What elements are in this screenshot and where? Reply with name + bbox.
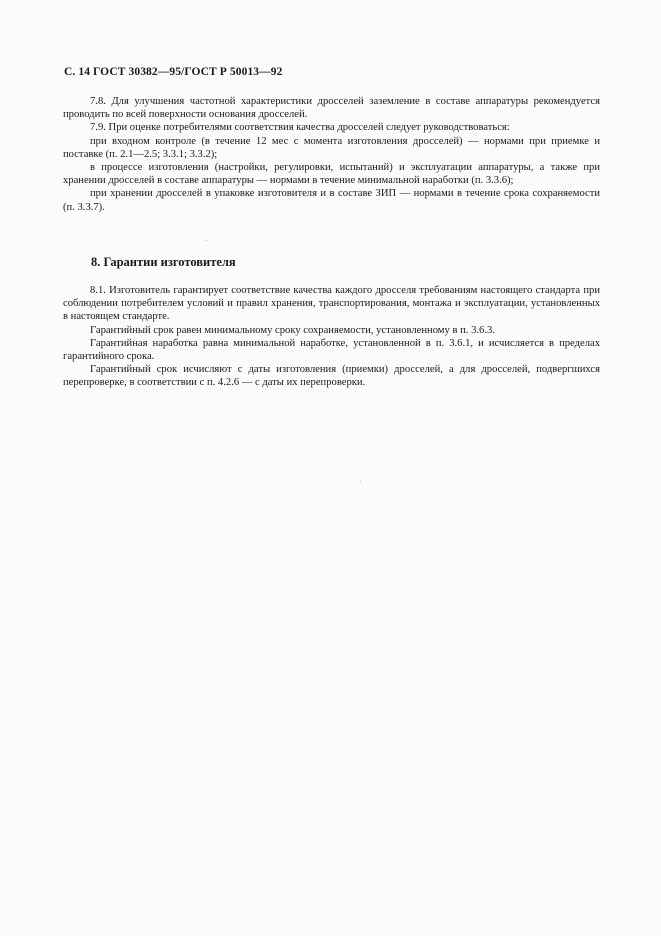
paragraph-8-1: 8.1. Изготовитель гарантирует соответствие качества каждого дросселя требованиям настоящего стандарта при соблюдении потребителем условий и правил хранения, транспортирования, монтажа и эксплуатации, установленных в настоящем стандарте.: [63, 285, 600, 323]
paragraph-7-9: 7.9. При оценке потребителями соответствия качества дросселей следует руководствоваться:: [90, 122, 510, 134]
paragraph-7-8: 7.8. Для улучшения частотной характеристики дросселей заземление в составе аппаратуры рекомендуется проводить по всей поверхности основания дросселей.: [63, 96, 600, 121]
section-7-body: [63, 95, 600, 214]
section-8-heading: 8. Гарантии изготовителя: [91, 255, 236, 269]
paragraph-warranty-runtime: Гарантийная наработка равна минимальной наработке, установленной в п. 3.6.1, и исчисляется в пределах гарантийного срока.: [63, 337, 600, 363]
paragraph-warranty-period: Гарантийный срок равен минимальному сроку сохраняемости, установленному в п. 3.6.3.: [90, 324, 495, 336]
paragraph-warranty-start: Гарантийный срок исчисляют с даты изготовления (приемки) дросселей, а для дросселей, подвергшихся перепроверке, в соответствии с п. 4.2.6 — с даты их перепроверки.: [63, 364, 600, 389]
paragraph-incoming-control: при входном контроле (в течение 12 мес с момента изготовления дросселей) — нормами при приемке и поставке (п. 2.1—2.5; 3.3.1; 3.3.2);: [63, 135, 600, 160]
paragraph-storage-packaging: при хранении дросселей в упаковке изготовителя и в составе ЗИП — нормами в течение срока сохраняемости (п. 3.3.7).: [63, 188, 600, 213]
scan-speck: [360, 481, 361, 482]
section-8-body: [63, 284, 600, 390]
running-header: С. 14 ГОСТ 30382—95/ГОСТ Р 50013—92: [64, 66, 283, 78]
paragraph-manufacturing-operation: в процессе изготовления (настройки, регулировки, испытаний) и эксплуатации аппаратуры, а также при хранении дросселей в составе аппаратуры — нормами в течение минимальной наработки (п. 3.3.6);: [63, 162, 600, 187]
scan-speck: [206, 240, 207, 241]
